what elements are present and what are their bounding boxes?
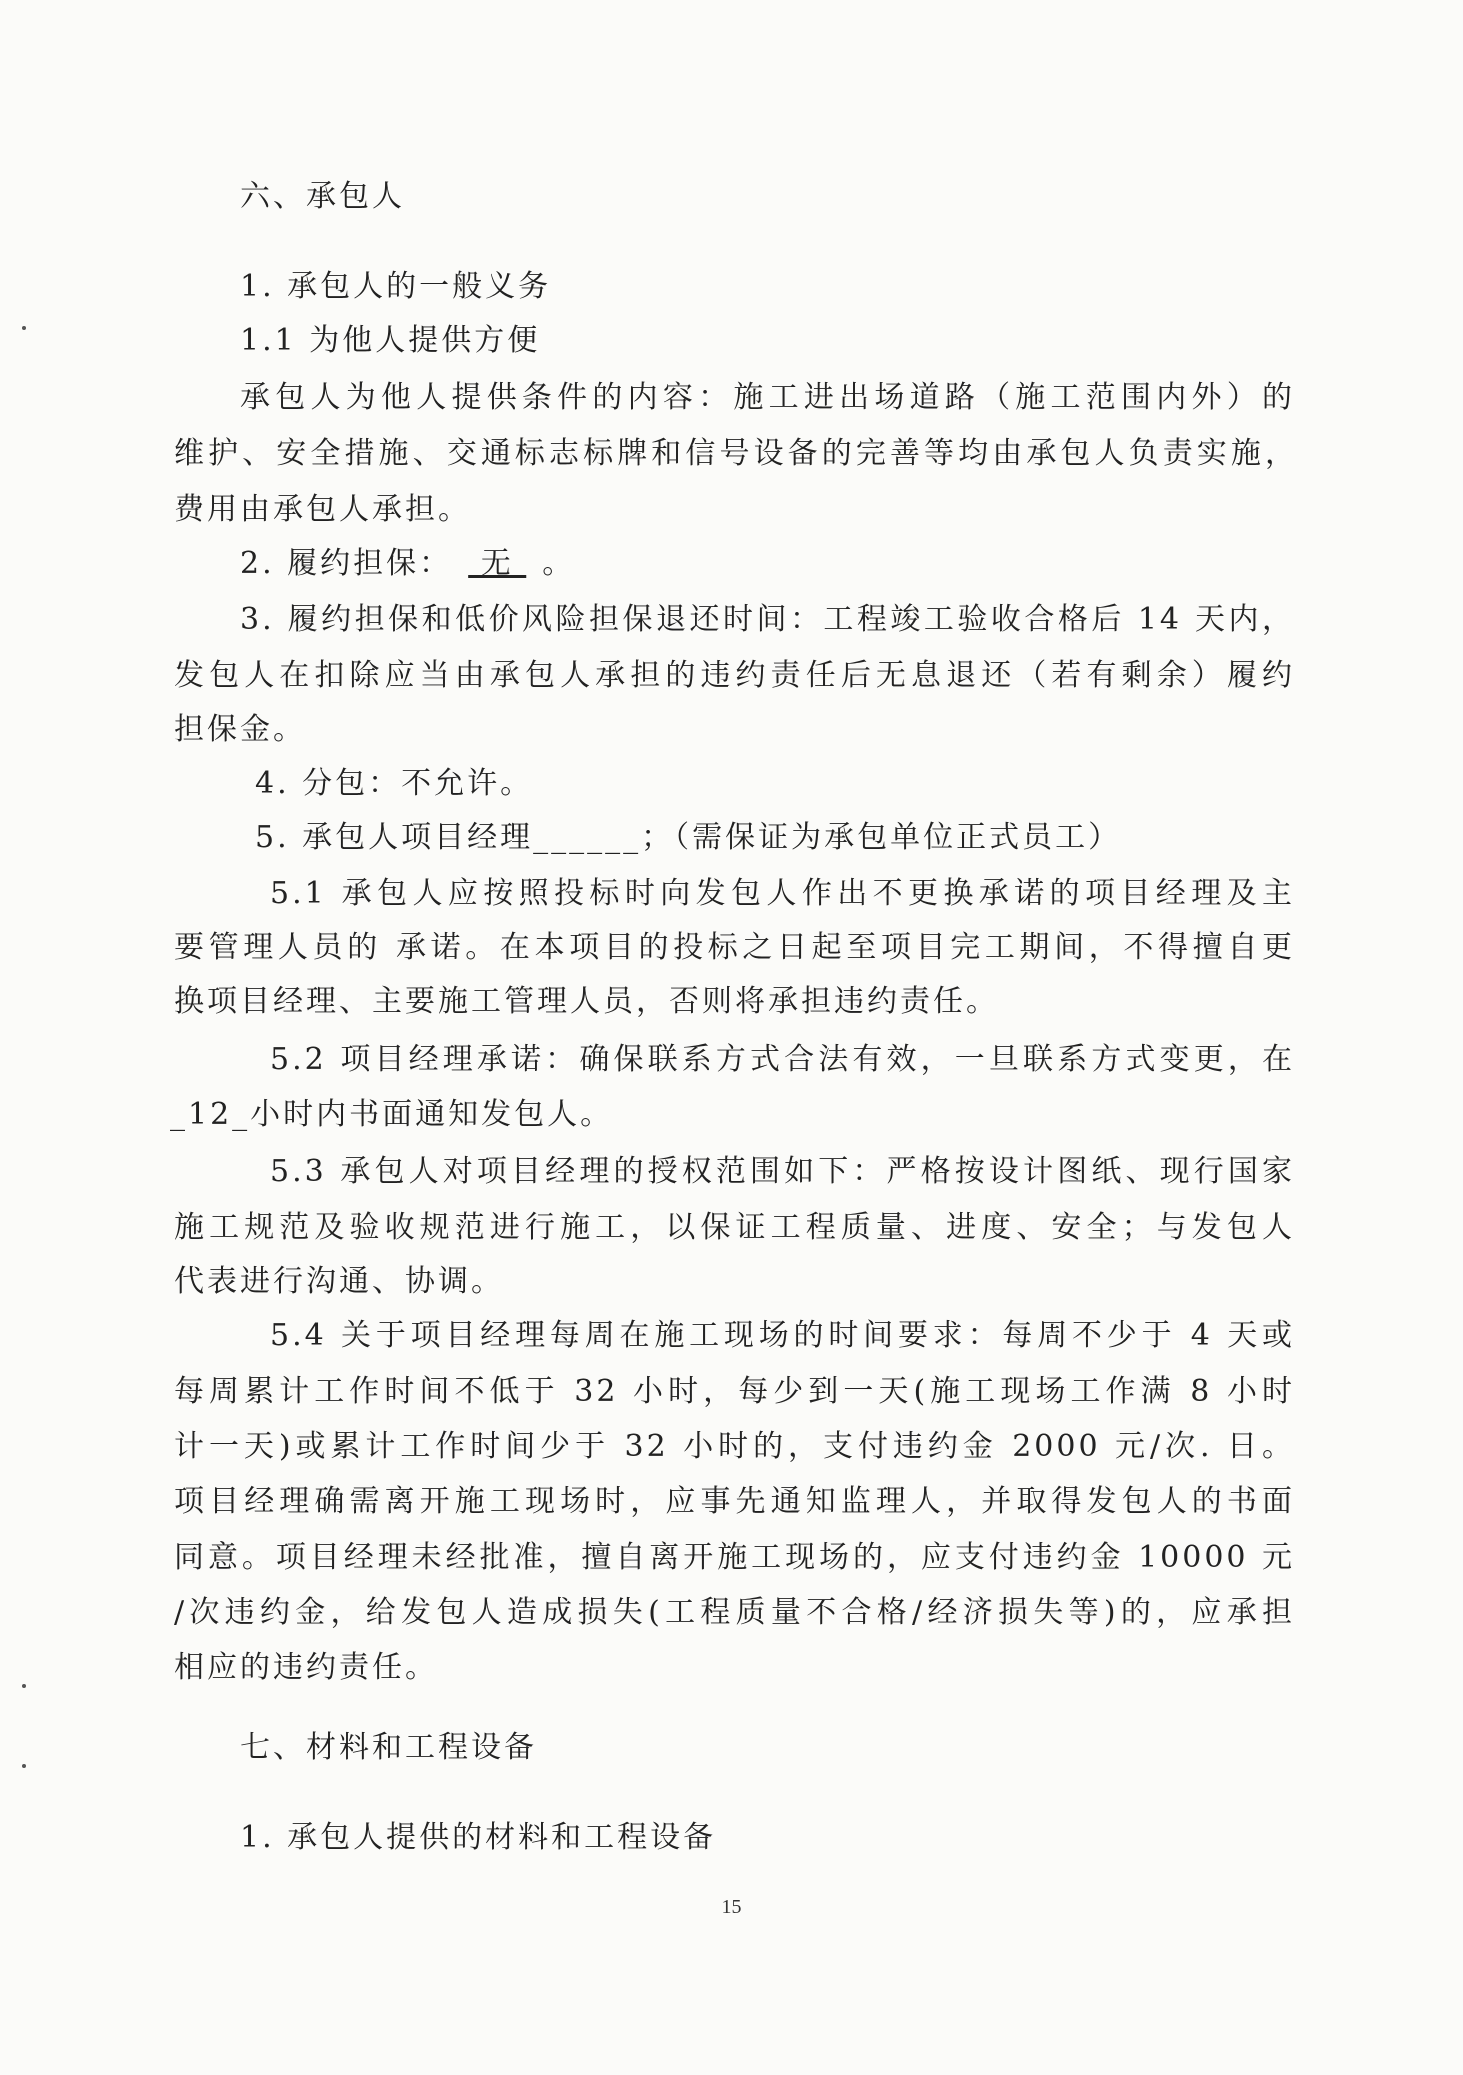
paragraph-line: 施工规范及验收规范进行施工，以保证工程质量、进度、安全；与发包人 [174,1210,1295,1245]
paragraph-line: 5.4 关于项目经理每周在施工现场的时间要求：每周不少于 4 天或 [270,1318,1295,1353]
paragraph-line: 发包人在扣除应当由承包人承担的违约责任后无息退还（若有剩余）履约 [174,658,1295,693]
paragraph-line: 换项目经理、主要施工管理人员，否则将承担违约责任。 [174,984,999,1019]
paragraph-line: 3. 履约担保和低价风险担保退还时间：工程竣工验收合格后 14 天内， [240,602,1295,637]
paragraph-line: 每周累计工作时间不低于 32 小时，每少到一天(施工现场工作满 8 小时 [174,1374,1295,1409]
paragraph-line: 承包人为他人提供条件的内容：施工进出场道路（施工范围内外）的 [240,380,1295,415]
section-heading-7: 七、材料和工程设备 [240,1730,537,1765]
clause-label: 2. 履约担保： [240,546,453,581]
clause-2-performance-guarantee [240,544,1463,584]
scan-speck [22,1764,26,1768]
clause-1-heading: 1. 承包人的一般义务 [240,269,552,304]
section-heading-6: 六、承包人 [240,179,405,214]
clause-end: 。 [542,546,576,581]
paragraph-line: 项目经理确需离开施工现场时，应事先通知监理人，并取得发包人的书面 [174,1484,1295,1519]
paragraph-line: 要管理人员的 承诺。在本项目的投标之日起至项目完工期间，不得擅自更 [174,930,1295,965]
clause-5-project-manager: 5. 承包人项目经理______；（需保证为承包单位正式员工） [255,820,1122,855]
paragraph-line: 计一天)或累计工作时间少于 32 小时的，支付违约金 2000 元/次. 日。 [174,1429,1295,1464]
paragraph-line: 5.3 承包人对项目经理的授权范围如下：严格按设计图纸、现行国家 [270,1154,1295,1189]
paragraph-line: 代表进行沟通、协调。 [174,1264,504,1299]
paragraph-line: _12_小时内书面通知发包人。 [170,1097,614,1132]
page-number: 15 [721,1896,742,1918]
clause-1-heading: 1. 承包人提供的材料和工程设备 [240,1820,717,1855]
paragraph-line: 维护、安全措施、交通标志标牌和信号设备的完善等均由承包人负责实施， [174,436,1298,471]
scan-speck [22,1684,26,1688]
paragraph-line: 相应的违约责任。 [174,1650,438,1685]
paragraph-line: 5.2 项目经理承诺：确保联系方式合法有效，一旦联系方式变更，在 [270,1042,1295,1077]
paragraph-line: 费用由承包人承担。 [174,492,471,527]
paragraph-line: 5.1 承包人应按照投标时向发包人作出不更换承诺的项目经理及主 [270,876,1295,911]
scan-speck [22,326,26,330]
paragraph-line: 担保金。 [174,712,306,747]
paragraph-line: 同意。项目经理未经批准，擅自离开施工现场的，应支付违约金 10000 元 [174,1540,1295,1575]
paragraph-line: /次违约金，给发包人造成损失(工程质量不合格/经济损失等)的，应承担 [174,1595,1295,1630]
clause-1-1-heading: 1.1 为他人提供方便 [240,323,541,358]
clause-4-subcontract: 4. 分包：不允许。 [255,766,534,801]
guarantee-value: 无 [468,546,527,581]
